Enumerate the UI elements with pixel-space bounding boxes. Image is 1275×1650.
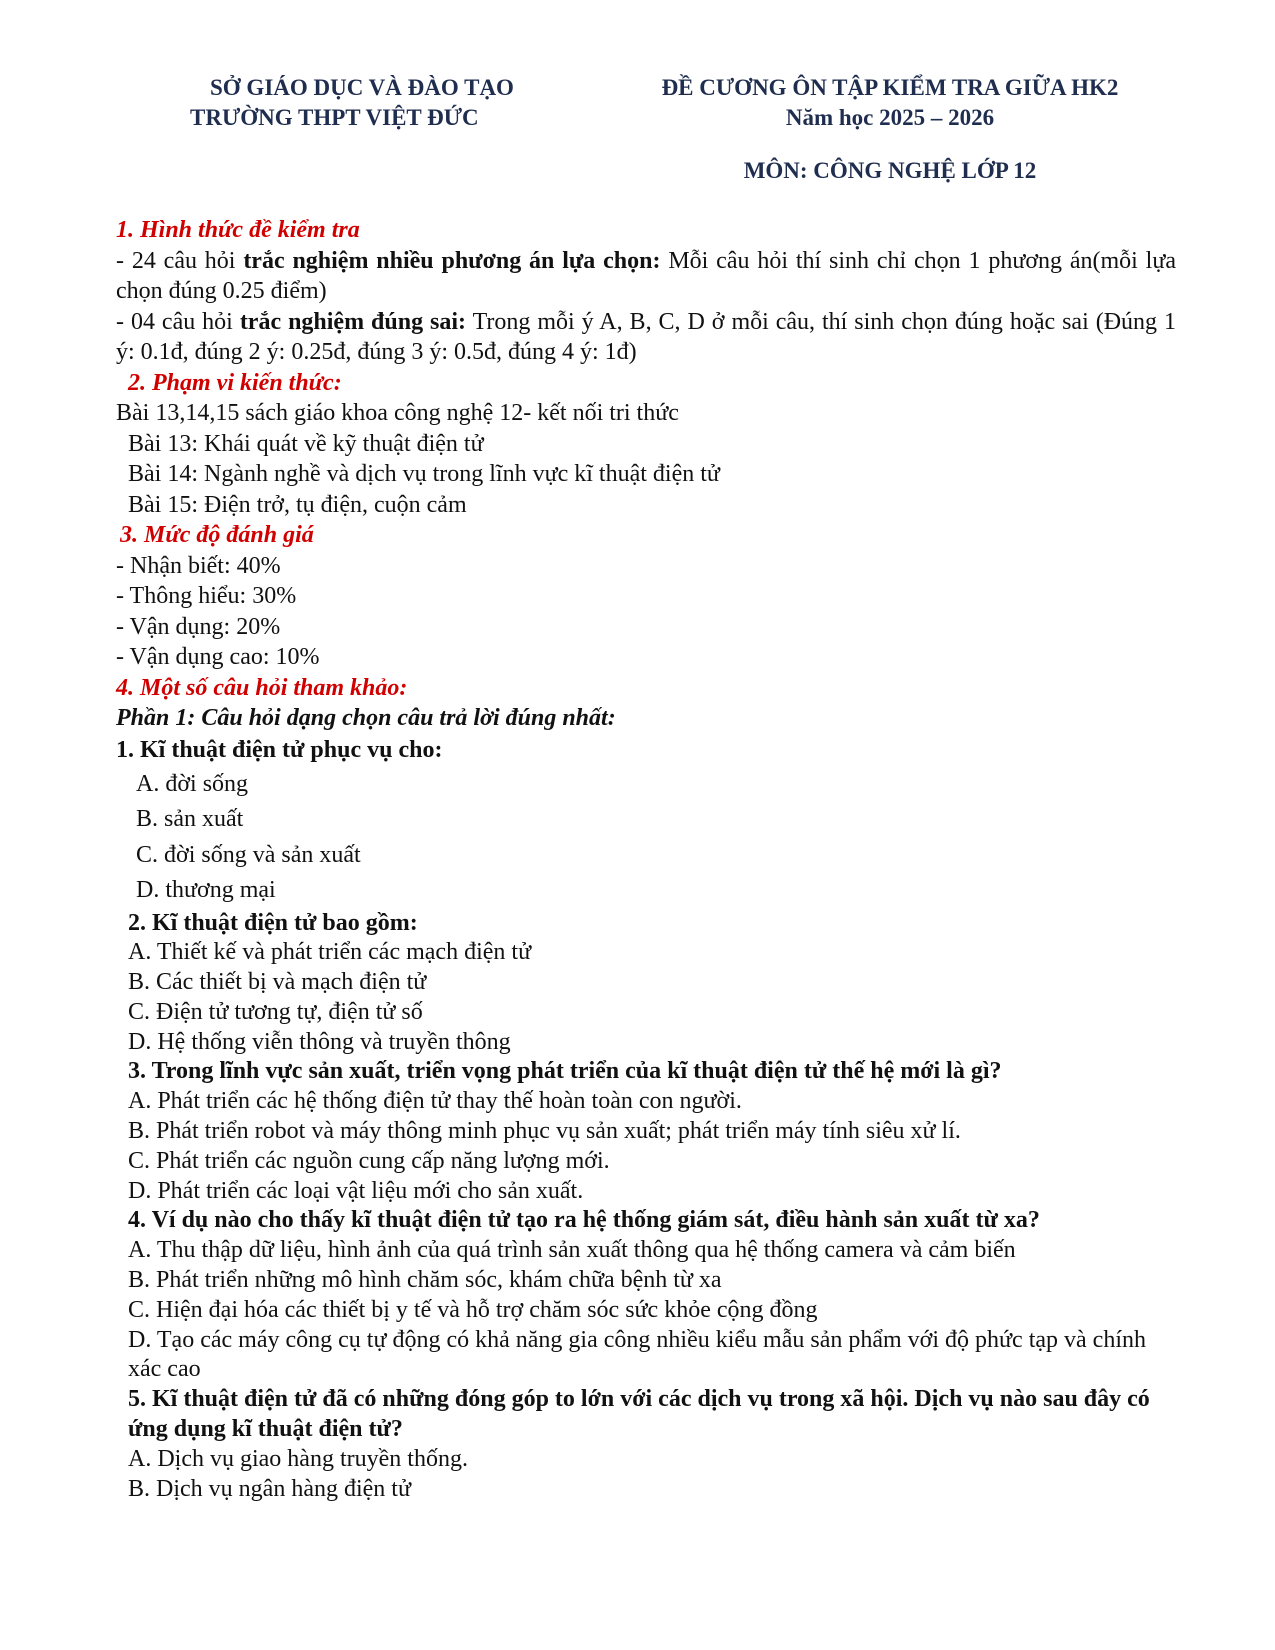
question-3: 3. Trong lĩnh vực sản xuất, triển vọng phát triển của kĩ thuật điện tử thế hệ mới là gì? (128, 1058, 1002, 1085)
text: - 24 câu hỏi (116, 247, 244, 274)
question-2-option: B. Các thiết bị và mạch điện tử (128, 969, 427, 996)
question-3-option: C. Phát triển các nguồn cung cấp năng lượng mới. (128, 1147, 610, 1174)
section-1-line-1 (116, 246, 1176, 307)
section-2-intro: Bài 13,14,15 sách giáo khoa công nghệ 12- kết nối tri thức (116, 400, 679, 426)
section-2-title: 2. Phạm vi kiến thức: (128, 369, 342, 396)
question-2: 2. Kĩ thuật điện tử bao gồm: (128, 909, 418, 936)
question-1-option: D. thương mại (136, 877, 276, 903)
question-2-option: D. Hệ thống viễn thông và truyền thông (128, 1028, 511, 1055)
document-title: ĐỀ CƯƠNG ÔN TẬP KIỂM TRA GIỮA HK2 (661, 75, 1119, 100)
question-3-option: D. Phát triển các loại vật liệu mới cho sản xuất. (128, 1177, 584, 1204)
question-2-option: A. Thiết kế và phát triển các mạch điện tử (128, 939, 532, 966)
school-year: Năm học 2025 – 2026 (785, 105, 995, 130)
section-4-title: 4. Một số câu hỏi tham khảo: (116, 674, 408, 701)
question-5-option: A. Dịch vụ giao hàng truyền thống. (128, 1445, 468, 1472)
school-header (190, 73, 550, 133)
document-body (116, 215, 1176, 1504)
question-5: 5. Kĩ thuật điện tử đã có những đóng góp to lớn với các dịch vụ trong xã hội. Dịch vụ nào sau đây có ứng dụng kĩ thuật điện tử? (128, 1386, 1150, 1443)
question-1-option: C. đời sống và sản xuất (136, 841, 361, 868)
question-2-option: C. Điện tử tương tự, điện tử số (128, 998, 423, 1025)
document-header (600, 73, 1180, 133)
question-1: 1. Kĩ thuật điện tử phục vụ cho: (116, 736, 443, 763)
emphasis: trắc nghiệm nhiều phương án lựa chọn: (243, 247, 661, 274)
section-3-title: 3. Mức độ đánh giá (120, 522, 314, 548)
lesson-item: Bài 15: Điện trở, tụ điện, cuộn cảm (128, 491, 467, 518)
question-3-option: A. Phát triển các hệ thống điện tử thay thế hoàn toàn con người. (128, 1088, 742, 1115)
school-name: TRƯỜNG THPT VIỆT ĐỨC (190, 105, 479, 130)
text: - 04 câu hỏi (116, 308, 240, 335)
question-4: 4. Ví dụ nào cho thấy kĩ thuật điện tử tạo ra hệ thống giám sát, điều hành sản xuất từ xa? (128, 1207, 1040, 1234)
subject-title: MÔN: CÔNG NGHỆ LỚP 12 (743, 158, 1037, 183)
question-4-option: C. Hiện đại hóa các thiết bị y tế và hỗ trợ chăm sóc sức khỏe cộng đồng (128, 1296, 818, 1323)
text: Mỗi câu hỏi thí sinh chỉ chọn 1 phương án(mỗi lựa chọn đúng 0.25 điểm) (116, 247, 1176, 304)
lesson-item: Bài 14: Ngành nghề và dịch vụ trong lĩnh vực kĩ thuật điện tử (128, 461, 720, 487)
question-5-option: B. Dịch vụ ngân hàng điện tử (128, 1475, 411, 1502)
lesson-item: Bài 13: Khái quát về kỹ thuật điện tử (128, 430, 484, 457)
section-1-title: 1. Hình thức đề kiểm tra (116, 217, 360, 243)
text: Trong mỗi ý A, B, C, D ở mỗi câu, thí sinh chọn đúng hoặc sai (Đúng 1 ý: 0.1đ, đúng 2 ý: 0.25đ, đúng 3 ý: 0.5đ, đúng 4 ý: 1đ) (116, 308, 1176, 365)
level-item: - Thông hiểu: 30% (116, 583, 297, 609)
question-1-option: B. sản xuất (136, 806, 244, 832)
level-item: - Vận dụng cao: 10% (116, 644, 320, 670)
level-item: - Nhận biết: 40% (116, 552, 281, 579)
question-3-option: B. Phát triển robot và máy thông minh phục vụ sản xuất; phát triển máy tính siêu xử lí. (128, 1118, 961, 1145)
question-1-option: A. đời sống (136, 770, 249, 797)
question-4-option: B. Phát triển những mô hình chăm sóc, khám chữa bệnh từ xa (128, 1267, 722, 1294)
question-4-option: A. Thu thập dữ liệu, hình ảnh của quá trình sản xuất thông qua hệ thống camera và cảm biến (128, 1237, 1016, 1264)
question-4-option: D. Tạo các máy công cụ tự động có khả năng gia công nhiều kiểu mẫu sản phẩm với độ phức tạp và chính xác cao (128, 1326, 1146, 1383)
department-name: SỞ GIÁO DỤC VÀ ĐÀO TẠO (210, 75, 514, 100)
emphasis: trắc nghiệm đúng sai: (239, 308, 467, 335)
part-1-title: Phần 1: Câu hỏi dạng chọn câu trả lời đúng nhất: (116, 705, 616, 731)
level-item: - Vận dụng: 20% (116, 613, 281, 640)
section-1-line-2 (116, 307, 1176, 368)
